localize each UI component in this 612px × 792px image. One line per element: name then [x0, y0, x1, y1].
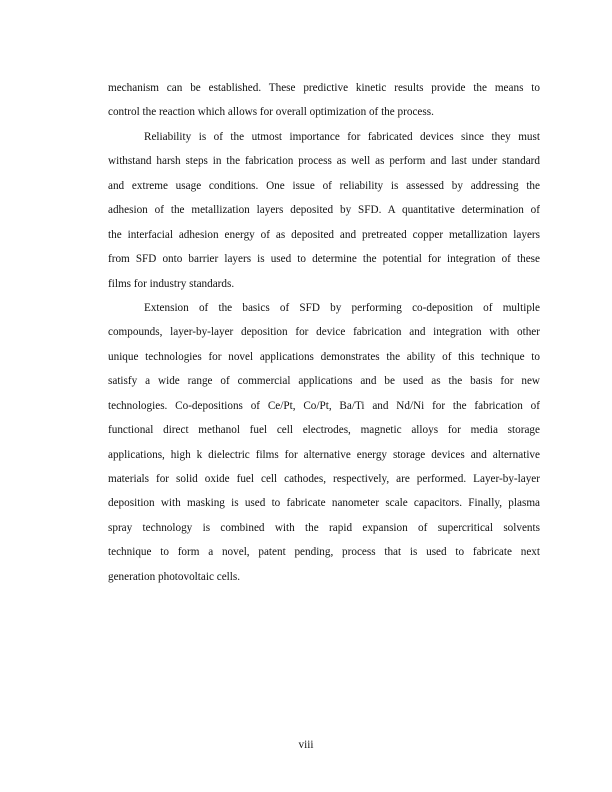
text-line: unique technologies for novel applications demonstrates the ability of this technique to [108, 350, 540, 363]
text-line: control the reaction which allows for overall optimization of the process. [108, 106, 434, 119]
text-line: Reliability is of the utmost importance for fabricated devices since they must [144, 130, 540, 143]
text-line: and extreme usage conditions. One issue of reliability is assessed by addressing the [108, 179, 540, 192]
paragraph-3 [108, 296, 540, 589]
text-line: functional direct methanol fuel cell electrodes, magnetic alloys for media storage [108, 424, 540, 437]
text-line: applications, high k dielectric films for alternative energy storage devices and alternative [108, 448, 540, 461]
text-line: satisfy a wide range of commercial applications and be used as the basis for new [108, 375, 540, 388]
text-line: generation photovoltaic cells. [108, 570, 241, 583]
text-line: adhesion of the metallization layers deposited by SFD. A quantitative determination of [108, 204, 540, 217]
text-line: materials for solid oxide fuel cell cathodes, respectively, are performed. Layer-by-layer [108, 473, 540, 485]
text-line: technique to form a novel, patent pending, process that is used to fabricate next [108, 546, 540, 559]
paragraph-2 [108, 125, 540, 296]
text-line: technologies. Co-depositions of Ce/Pt, Co/Pt, Ba/Ti and Nd/Ni for the fabrication of [108, 399, 540, 412]
text-line: compounds, layer-by-layer deposition for device fabrication and integration with other [108, 326, 540, 339]
text-line: mechanism can be established. These predictive kinetic results provide the means to [108, 82, 540, 94]
text-line: deposition with masking is used to fabricate nanometer scale capacitors. Finally, plasma [108, 497, 540, 510]
paragraph-1 [108, 76, 540, 125]
text-line: from SFD onto barrier layers is used to determine the potential for integration of these [108, 253, 540, 266]
text-line: withstand harsh steps in the fabrication process as well as perform and last under standard [108, 155, 540, 168]
text-line: Extension of the basics of SFD by performing co-deposition of multiple [144, 301, 540, 314]
page-number: viii [298, 739, 314, 751]
text-line: spray technology is combined with the rapid expansion of supercritical solvents [108, 521, 540, 534]
text-line: films for industry standards. [108, 277, 235, 290]
text-line: the interfacial adhesion energy of as deposited and pretreated copper metallization layers [108, 228, 540, 241]
body-text [108, 76, 540, 589]
